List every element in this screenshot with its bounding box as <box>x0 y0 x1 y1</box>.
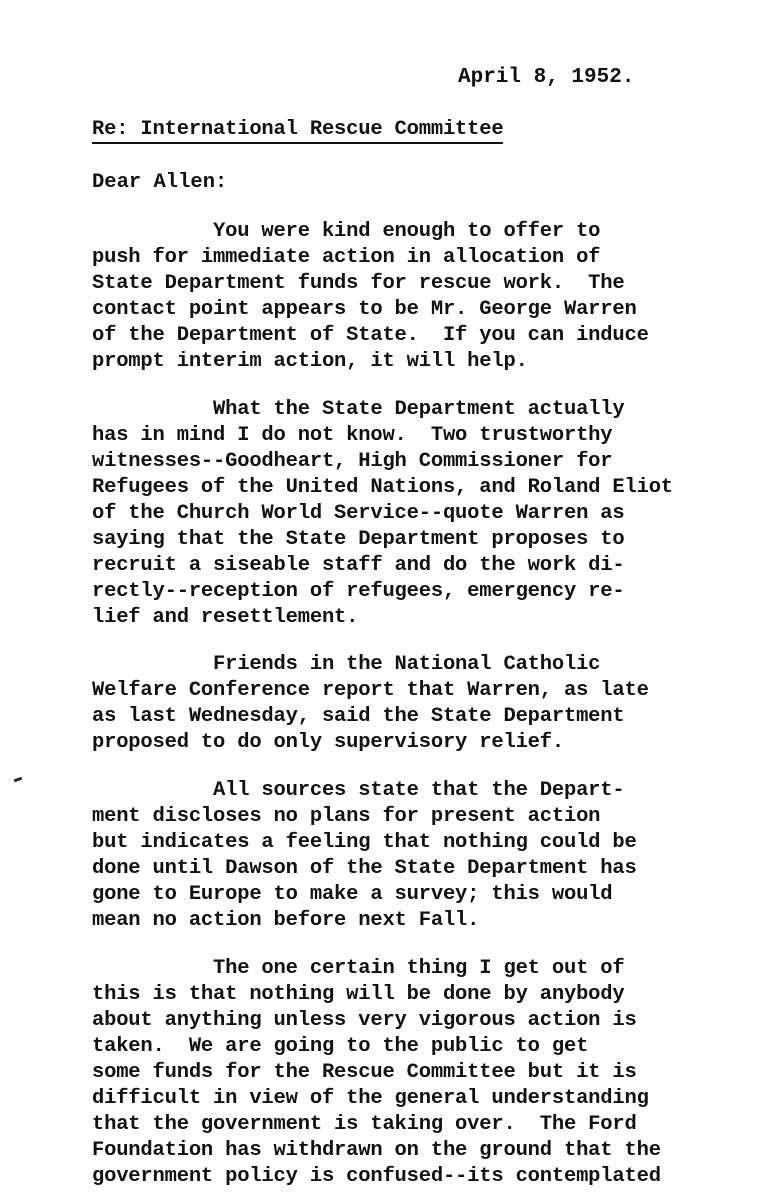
paragraph-1-line-1: You were kind enough to offer to <box>92 220 601 243</box>
paragraph-5-line-5: some funds for the Rescue Committee but it is <box>92 1061 637 1084</box>
paragraph-2-line-1: What the State Department actually <box>92 398 625 421</box>
paragraph-3-line-1: Friends in the National Catholic <box>92 653 601 676</box>
paragraph-2-line-3: witnesses--Goodheart, High Commissioner for <box>92 450 613 473</box>
paragraph-2-line-5: of the Church World Service--quote Warren as <box>92 502 625 525</box>
paragraph-4-line-4: done until Dawson of the State Department has <box>92 857 637 880</box>
paragraph-4-line-6: mean no action before next Fall. <box>92 909 480 932</box>
paragraph-2-line-8: rectly--reception of refugees, emergency re- <box>92 580 625 603</box>
paragraph-2-line-9: lief and resettlement. <box>92 606 359 629</box>
paragraph-4-line-1: All sources state that the Depart- <box>92 779 625 802</box>
paragraph-5-line-7: that the government is taking over. The Ford <box>92 1113 637 1136</box>
letter-salutation: Dear Allen: <box>92 171 228 194</box>
paragraph-2-line-7: recruit a siseable staff and do the work di- <box>92 554 625 577</box>
letter-subject: Re: International Rescue Committee <box>92 118 503 144</box>
paragraph-2-line-2: has in mind I do not know. Two trustworthy <box>92 424 613 447</box>
paragraph-5-line-8: Foundation has withdrawn on the ground that the <box>92 1139 661 1162</box>
paragraph-4-line-5: gone to Europe to make a survey; this would <box>92 883 613 906</box>
paragraph-5-line-1: The one certain thing I get out of <box>92 957 625 980</box>
paragraph-1-line-3: State Department funds for rescue work. The <box>92 272 625 295</box>
paragraph-5-line-4: taken. We are going to the public to get <box>92 1035 589 1058</box>
paragraph-5-line-2: this is that nothing will be done by anybody <box>92 983 625 1006</box>
paragraph-4-line-2: ment discloses no plans for present action <box>92 805 601 828</box>
paragraph-1-line-4: contact point appears to be Mr. George Warren <box>92 298 637 321</box>
stray-mark <box>14 777 23 783</box>
paragraph-3-line-3: as last Wednesday, said the State Department <box>92 705 625 728</box>
paragraph-5-line-6: difficult in view of the general understanding <box>92 1087 649 1110</box>
paragraph-5-line-3: about anything unless very vigorous action is <box>92 1009 637 1032</box>
paragraph-5-line-9: government policy is confused--its contemplated <box>92 1165 661 1188</box>
paragraph-3-line-4: proposed to do only supervisory relief. <box>92 731 564 754</box>
paragraph-2-line-4: Refugees of the United Nations, and Roland Eliot <box>92 476 673 499</box>
paragraph-2-line-6: saying that the State Department proposes to <box>92 528 625 551</box>
paragraph-4-line-3: but indicates a feeling that nothing could be <box>92 831 637 854</box>
paragraph-1-line-2: push for immediate action in allocation of <box>92 246 601 269</box>
paragraph-1-line-5: of the Department of State. If you can induce <box>92 324 649 347</box>
paragraph-1-line-6: prompt interim action, it will help. <box>92 350 528 373</box>
paragraph-3-line-2: Welfare Conference report that Warren, as late <box>92 679 649 702</box>
letter-date: April 8, 1952. <box>458 66 635 89</box>
